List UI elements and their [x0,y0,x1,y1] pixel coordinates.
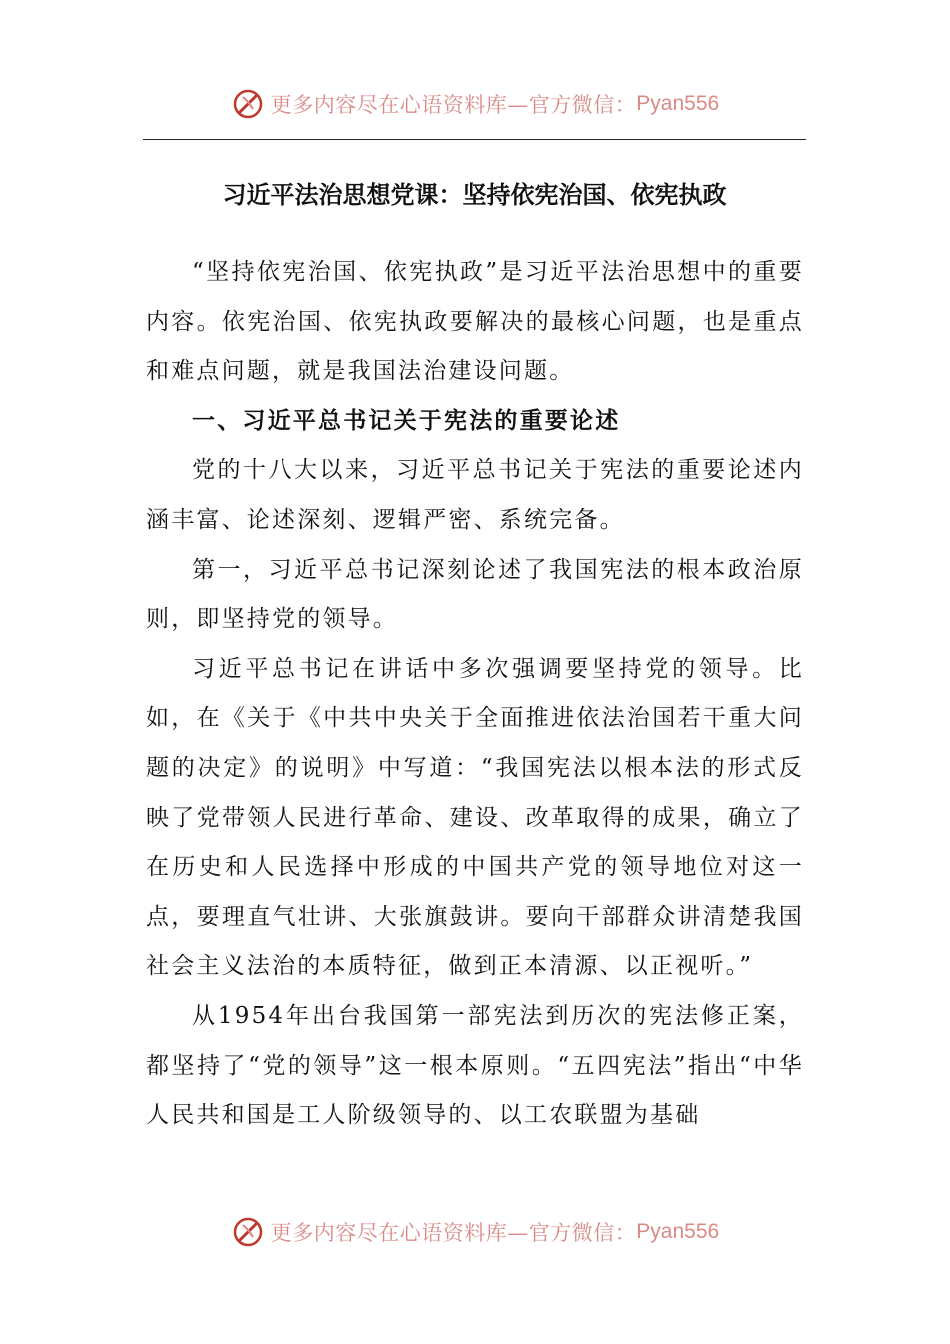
document-title: 习近平法治思想党课：坚持依宪治国、依宪执政 [222,181,727,209]
footer-watermark [0,1212,950,1252]
watermark-text: 更多内容尽在心语资料库—官方微信： [270,93,637,117]
pen-logo-icon [231,87,265,121]
section-heading: 一、习近平总书记关于宪法的重要论述 [192,407,621,434]
pen-logo-icon [231,1215,265,1249]
paragraph-2: 第一，习近平总书记深刻论述了我国宪法的根本政治原则，即坚持党的领导。 [146,556,804,633]
header-divider [143,139,806,140]
paragraph-4: 从1954年出台我国第一部宪法到历次的宪法修正案，都坚持了“党的领导”这一根本原则。“五四宪法”指出“中华人民共和国是工人阶级领导的、以工农联盟为基础 [146,1002,804,1129]
paragraph-intro: “坚持依宪治国、依宪执政”是习近平法治思想中的重要内容。依宪治国、依宪执政要解决的最核心问题，也是重点和难点问题，就是我国法治建设问题。 [146,259,804,385]
watermark-text: 更多内容尽在心语资料库—官方微信： [270,1221,637,1245]
paragraph-1: 党的十八大以来，习近平总书记关于宪法的重要论述内涵丰富、论述深刻、逻辑严密、系统完备。 [146,457,804,533]
watermark-handle: Pyan556 [636,92,720,115]
watermark-handle: Pyan556 [636,1220,720,1243]
header-watermark [0,84,950,124]
paragraph-3: 习近平总书记在讲话中多次强调要坚持党的领导。比如，在《关于《中共中央关于全面推进依法治国若干重大问题的决定》的说明》中写道：“我国宪法以根本法的形式反映了党带领人民进行革命、建设、改革取得的成果，确立了在历史和人民选择中形成的中国共产党的领导地位对这一点，要理直气壮讲、大张旗鼓讲。要向干部群众讲清楚我国社会主义法治的本质特征，做到正本清源、以正视听。” [146,655,804,980]
document-body [146,248,804,1141]
